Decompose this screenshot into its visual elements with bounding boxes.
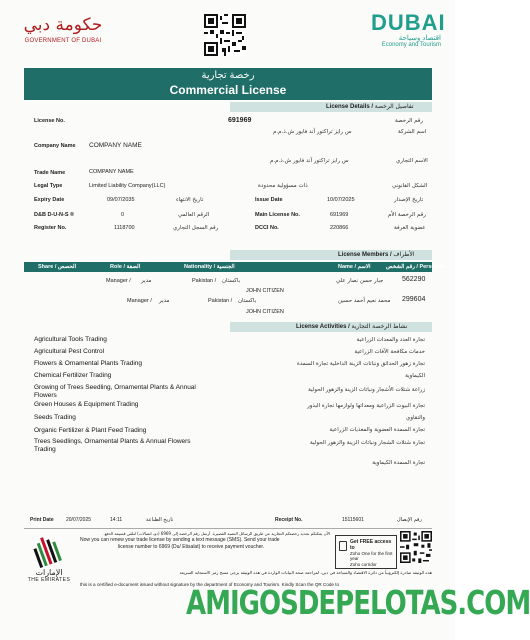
expiry-date-value: 09/07/2035: [107, 197, 135, 203]
members-table-header: [24, 262, 449, 272]
trade-name-value: COMPANY NAME: [89, 169, 134, 175]
duns-ar-label: الرقم العالمي: [178, 212, 210, 218]
government-of-dubai-logo: [18, 14, 108, 54]
issue-date-value: 10/07/2025: [327, 197, 355, 203]
member-2-name-ar: محمد نعيم أحمد حسين: [338, 298, 391, 304]
legal-type-label: Legal Type: [34, 183, 63, 189]
member-2-nationality: Pakistan /: [208, 298, 233, 304]
activity-item-ar: والتقاوي: [406, 415, 425, 421]
document-title-banner: [24, 68, 432, 100]
gov-logo-arabic: حكومة دبي: [23, 15, 103, 35]
issue-date-ar-label: تاريخ الإصدار: [394, 197, 424, 203]
activity-item-ar: تجارة العدد والمعدات الزراعية: [356, 337, 425, 343]
activity-item: Seeds Trading: [34, 414, 76, 421]
dubai-logo-arabic: اقتصاد وسياحة: [398, 35, 441, 42]
member-2-person-no: 299604: [402, 296, 426, 303]
expiry-date-ar-label: تاريخ الانتهاء: [176, 197, 204, 203]
receipt-no-ar-label: رقم الإيصال: [397, 517, 422, 523]
member-1-nationality: Pakistan /: [192, 278, 217, 284]
zoho-promo-line3: Zoho corridor: [350, 562, 377, 567]
section-title-ar: تفاصيل الرخصة: [374, 103, 414, 110]
duns-label: D&B D-U-N-S ®: [34, 212, 75, 218]
dcci-no-label: DCCI No.: [255, 225, 279, 231]
e-document-notice-ar: هذه الوثيقة صادرة إلكترونياً من دائرة الاقتصاد والسياحة في دبي، لمراجعة صحة البيانات الواردة في هذه الوثيقة يرجى مسح رمز الاستجابة السريعة: [179, 570, 432, 575]
section-title-en: License Activities /: [296, 324, 350, 330]
qr-code-bottom-icon: [400, 531, 432, 563]
section-title-en: License Members /: [338, 252, 392, 258]
license-members-section-header: [230, 250, 432, 260]
section-title-ar: الأطراف: [393, 251, 415, 258]
license-no-label: License No.: [34, 118, 65, 124]
main-license-value: 691969: [330, 212, 349, 218]
the-emirates-logo: [24, 534, 74, 594]
member-2-role-ar: مدير: [159, 298, 170, 304]
activity-item: Growing of Trees Seedling, Ornamental Plants & Annual Flowers: [34, 384, 196, 399]
activity-item: Green Houses & Equipment Trading: [34, 401, 139, 408]
dubai-economy-tourism-logo: [371, 10, 446, 56]
company-name-value: COMPANY NAME: [89, 142, 142, 149]
section-title-ar: نشاط الرخصة التجارية: [351, 323, 408, 330]
footer-divider: [24, 528, 432, 529]
col-share: Share / الحصص: [38, 264, 77, 270]
activity-item-ar: تجارة شتلات الشجار ونباتات الزينة والزهور الحولية: [310, 440, 425, 446]
emirates-logo-arabic: الإمارات: [35, 568, 63, 577]
print-date-label: Print Date: [30, 517, 54, 523]
activity-item: Agricultural Pest Control: [34, 348, 105, 355]
member-2-nationality-ar: باكستان: [238, 298, 257, 304]
company-name-ar-label: اسم الشركة: [398, 129, 427, 135]
register-no-ar-label: رقم السجل التجاري: [173, 225, 219, 231]
register-no-label: Register No.: [34, 225, 67, 231]
activity-item-ar: تجارة السمدة العضوية والمغذيات الزراعية: [329, 427, 425, 433]
receipt-no-value: 15115601: [342, 517, 364, 523]
title-english: Commercial License: [169, 83, 287, 97]
license-details-section-header: [230, 102, 432, 112]
col-name: Name / الاسم: [338, 264, 371, 270]
receipt-no-label: Receipt No.: [275, 517, 303, 523]
activity-item-ar: خدمات مكافحة الآفات الزراعية: [354, 349, 425, 355]
renew-notice-ar: الآن يمكنكم تجديد رخصتكم التجارية عن طريق الرسائل النصية القصيرة. أرسل رقم الرخصة إلى 6969 (دو، اتصالات) لتلقي قسيمة الدفع.: [103, 531, 330, 536]
dcci-no-value: 220866: [330, 225, 349, 231]
legal-type-value-ar: ذات مسؤولية محدودة: [258, 183, 308, 189]
member-1-nationality-ar: باكستان: [222, 278, 241, 284]
activity-item-ar: الكيماوية: [405, 373, 425, 379]
gov-logo-english: GOVERNMENT OF DUBAI: [24, 38, 102, 44]
col-nationality: Nationality / الجنسية: [184, 264, 235, 270]
section-title-en: License Details /: [326, 104, 374, 110]
license-no-value: 691969: [228, 117, 252, 124]
dubai-logo-english: Economy and Tourism: [381, 42, 441, 48]
print-date-value: 20/07/2025: [66, 517, 92, 523]
e-document-notice-en: this is a certified e-document issued without signature by the department of Economy and Tourism. Kindly Scan the QR Code to: [80, 582, 340, 587]
company-name-label: Company Name: [34, 143, 76, 149]
legal-type-ar-label: الشكل القانوني: [392, 183, 428, 189]
activity-item: Flowers & Ornamental Plants Trading: [34, 360, 143, 367]
company-name-value-ar: س رايز تراكتور آند فايور ش.ذ.م.م: [273, 129, 352, 135]
activity-item: Organic Fertilizer & Plant Feed Trading: [34, 427, 147, 434]
main-license-ar-label: رقم الرخصة الأم: [388, 212, 426, 218]
license-activities-section-header: [230, 322, 432, 332]
duns-value: 0: [121, 212, 125, 218]
legal-type-value: Limited Liability Company(LLC): [89, 183, 166, 189]
phone-icon: [339, 541, 347, 551]
print-time-value: 14:11: [110, 517, 123, 523]
main-license-label: Main License No.: [255, 212, 300, 218]
activity-item-ar: تجارة البيوت الزراعية ومعداتها ولوازمها تجارة البذور: [307, 403, 425, 409]
member-1-person-no: 562290: [402, 276, 426, 283]
issue-date-label: Issue Date: [255, 197, 283, 203]
col-role: Role / الصفة: [110, 264, 141, 270]
activity-item-ar: زراعة شتلات الأشجار ونباتات الزينة والزهور الحولية: [308, 387, 425, 393]
member-1-role-ar: مدير: [141, 278, 152, 284]
renew-notice-en-2: license number to 6969 (Du/ Etisalat) to receive payment voucher.: [118, 544, 265, 550]
license-no-ar-label: رقم الرخصة: [395, 118, 424, 124]
activity-item-ar: تجارة السمدة الكيماوية: [372, 460, 425, 466]
activity-item: Agricultural Tools Trading: [34, 336, 107, 343]
emirates-logo-english: THE EMIRATES: [27, 577, 71, 583]
zoho-promo-line1: Get FREE access to: [350, 539, 392, 551]
title-arabic: رخصة تجارية: [201, 70, 255, 81]
col-person-no: رقم الشخص / Person No.: [386, 264, 449, 270]
trade-name-value-ar: س رايز تراكتور آند فايور ش.ذ.م.م: [270, 158, 349, 164]
member-1-name: JOHN CITIZEN: [246, 288, 284, 294]
activity-item: Trees Seedlings, Ornamental Plants & Annual Flowers Trading: [34, 438, 191, 453]
dubai-logo-wordmark: DUBAI: [371, 10, 446, 35]
activity-item-ar: تجارة زهور الحدائق ونباتات الزينة الداخلية تجارة السمدة: [297, 361, 425, 367]
qr-code-top-icon: [204, 14, 246, 56]
member-1-role: Manager /: [106, 278, 131, 284]
trade-name-ar-label: الاسم التجاري: [396, 158, 428, 164]
renew-notice-en-1: Now you can renew your trade license by sending a text message (SMS). Send your trade: [80, 537, 280, 543]
expiry-date-label: Expiry Date: [34, 197, 65, 203]
zoho-promo-box[interactable]: [335, 535, 397, 569]
member-2-name: JOHN CITIZEN: [246, 309, 284, 315]
register-no-value: 1118700: [114, 225, 135, 231]
dcci-no-ar-label: عضوية الغرفة: [394, 225, 426, 231]
website-watermark: AMIGOSDEPELOTAS.COM: [186, 585, 530, 623]
activity-item: Chemical Fertilizer Trading: [34, 372, 112, 379]
emirates-flag-stripes-icon: [29, 534, 69, 568]
member-2-role: Manager /: [127, 298, 152, 304]
print-date-ar-label: تاريخ الطباعة: [146, 517, 174, 523]
zoho-promo-line2: Zoho One for the first year: [350, 551, 393, 561]
trade-name-label: Trade Name: [34, 170, 66, 176]
member-1-name-ar: جبار حسن نصار علي: [336, 278, 384, 284]
